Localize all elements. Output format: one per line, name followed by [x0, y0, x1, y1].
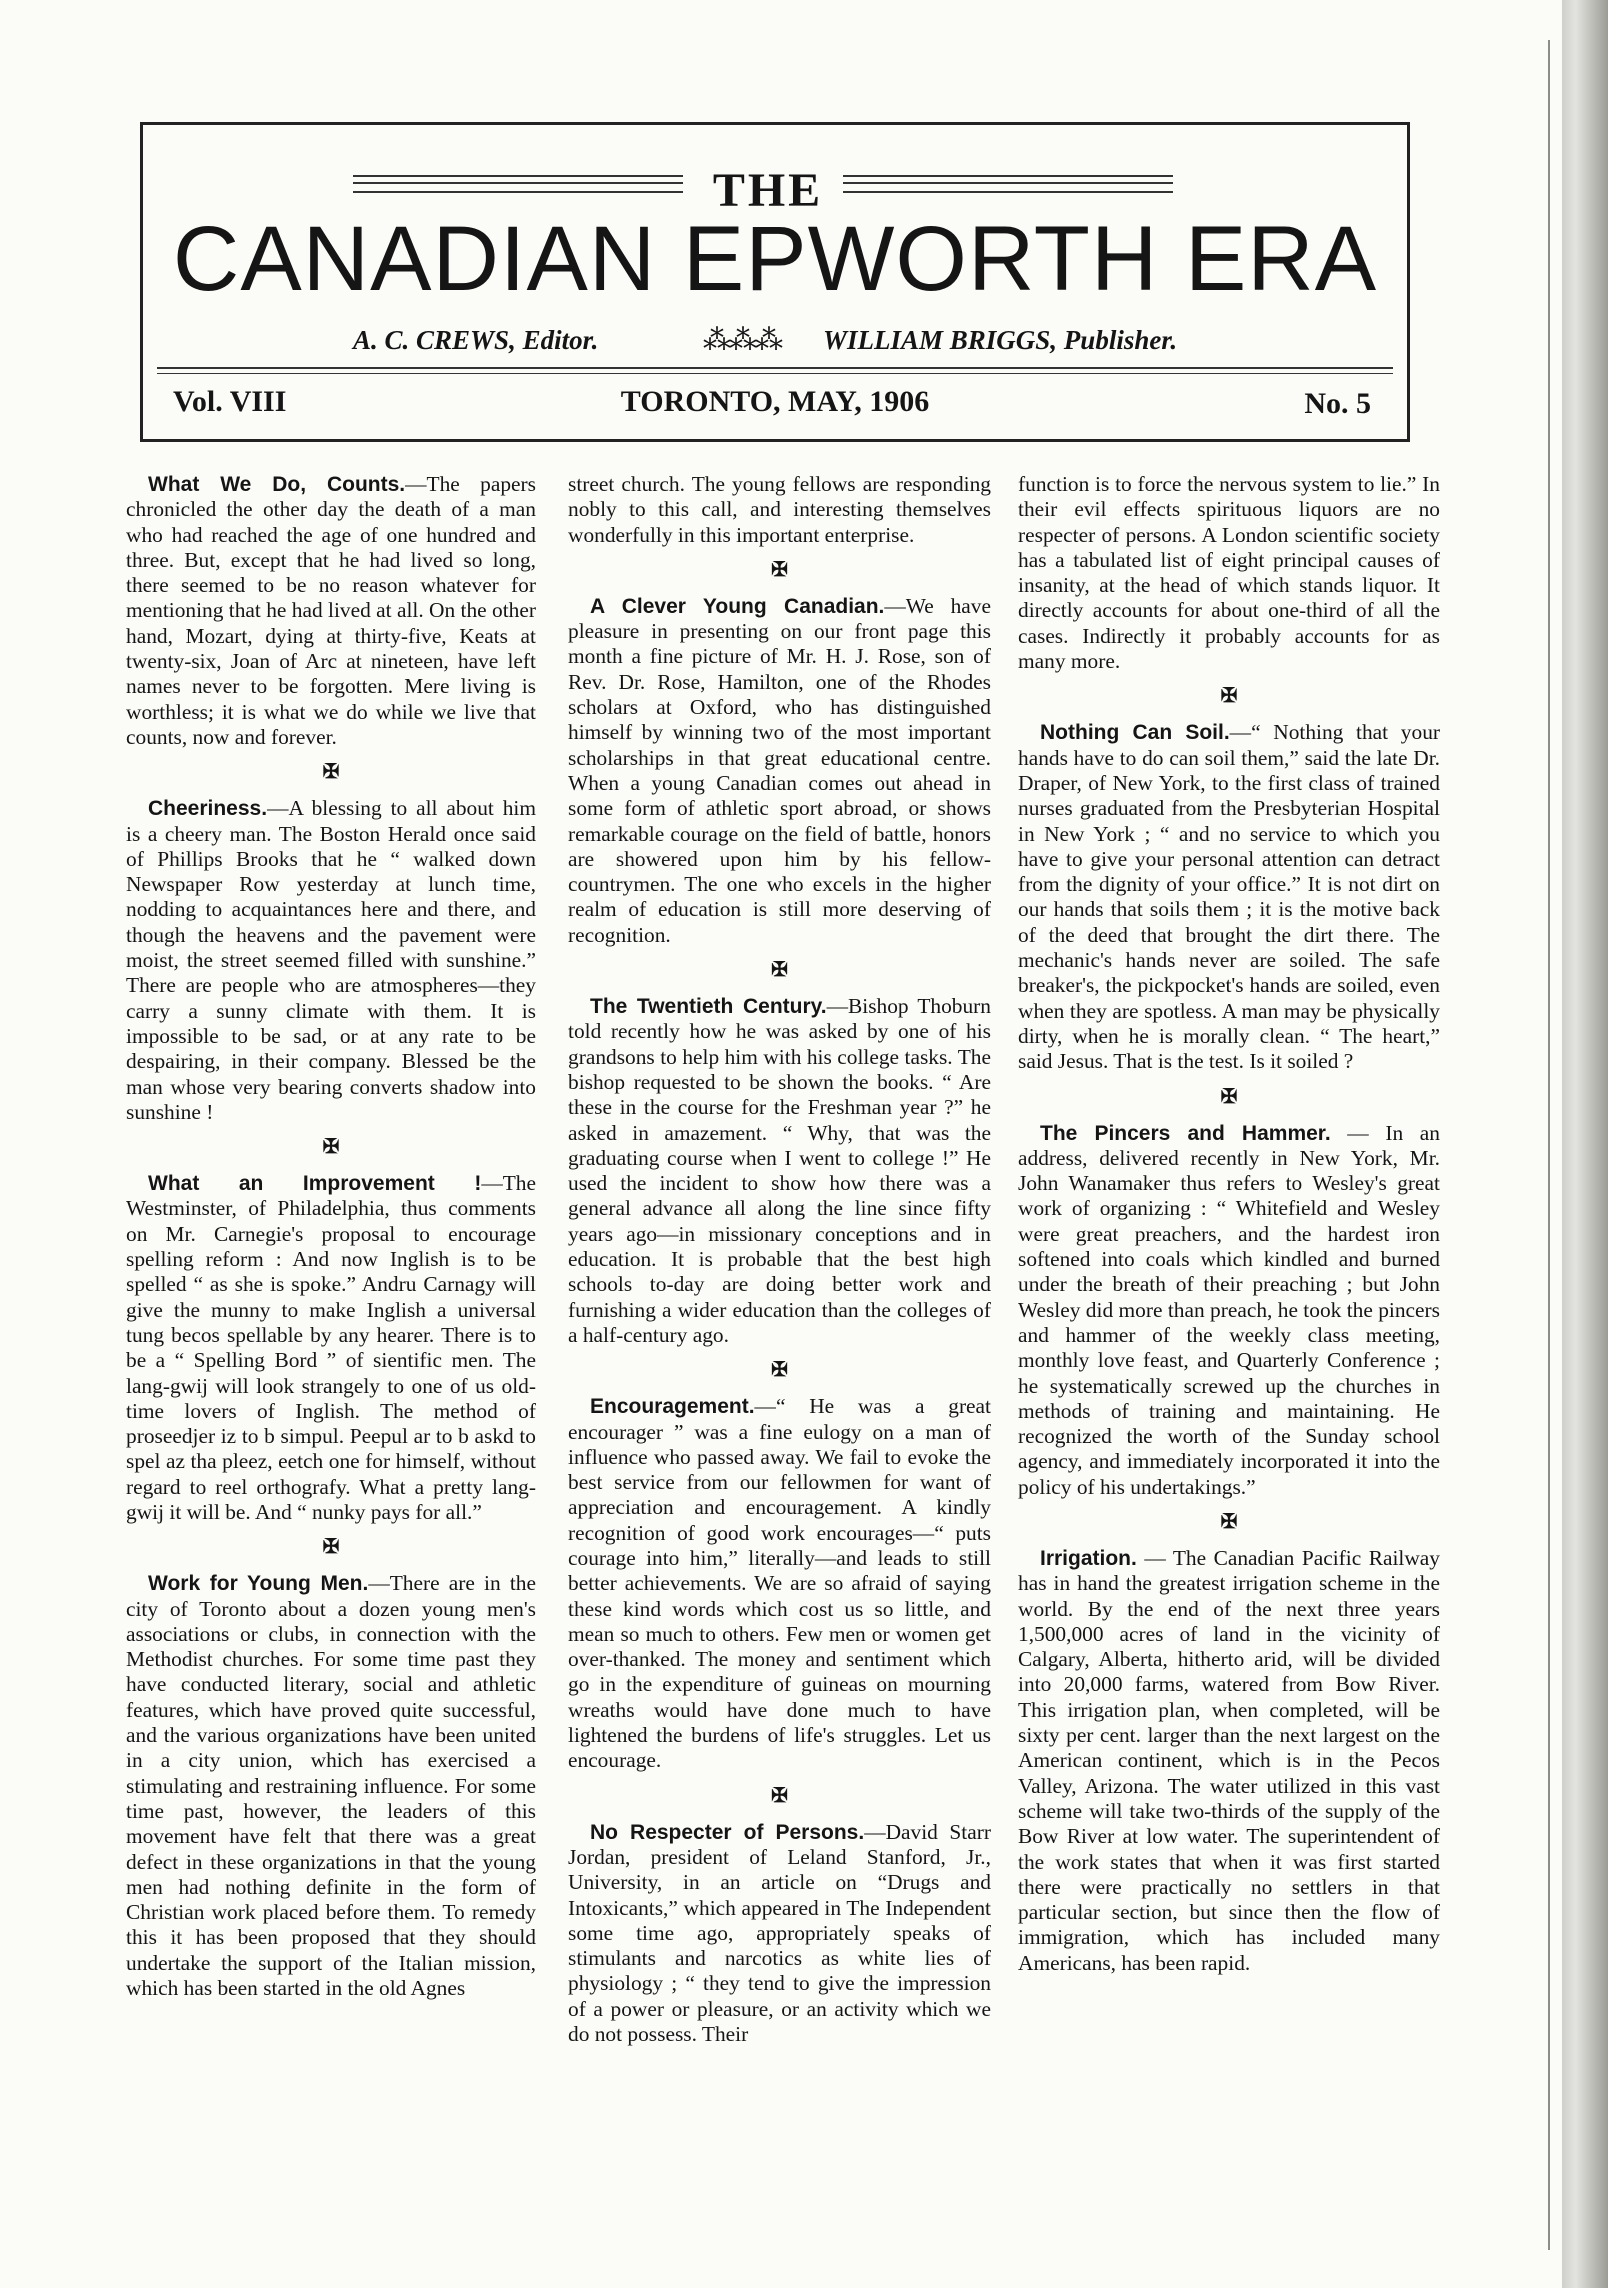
article	[126, 472, 536, 750]
article-heading: What an Improvement !	[148, 1172, 482, 1196]
section-ornament-icon: ✠	[322, 761, 340, 784]
masthead-ornament: ⁂⁂⁂	[703, 325, 781, 356]
section-ornament-icon: ✠	[322, 1136, 340, 1159]
article-heading: Nothing Can Soil.	[1040, 721, 1230, 745]
article-heading: The Twentieth Century.	[590, 995, 827, 1019]
article	[1018, 1546, 1440, 1976]
issue-number: No. 5	[1304, 387, 1371, 420]
dateline: TORONTO, MAY, 1906	[620, 385, 930, 418]
article-text: —The papers chronicled the other day the death of a man who had reached the age of one hundred and three. But, except that he had lived so long, there seemed to be no reason whatever for mentioning that he had lived at all. On the other hand, Mozart, dying at thirty-five, Keats at twenty-six, Joan of Arc at nineteen, have left names never to be forgotten. Mere living is worthless; it is what we do while we live that counts, now and forever.	[126, 472, 536, 749]
article-heading: No Respecter of Persons.	[590, 1820, 865, 1844]
section-ornament-icon: ✠	[1220, 1510, 1238, 1533]
decorative-rule-right	[843, 175, 1173, 193]
article-text: —“ He was a great encourager ” was a fine eulogy on a man of influence who passed away. We fail to evoke the best service from our fellowmen for want of appreciation and encouragement. A kindly recognition of good work encourages—“ puts courage into him,” literally—and leads to still better achievements. We are so afraid of saying these kind words which cost us so little, and mean so much to others. Few men or women get over-thanked. The money and sentiment which go in the expenditure of guineas on mourning wreaths would have done much to have lightened the burdens of life's struggles. Let us encourage.	[568, 1394, 991, 1773]
article-text: —David Starr Jordan, president of Leland Stanford, Jr., University, in an article on “Drugs and Intoxicants,” which appeared in The Independent some time ago, appropriately speaks of stimulants and narcotics as white lies of physiology ; “ they tend to give the impression of a power or pleasure, or an activity which we do not possess. Their	[568, 1819, 991, 2047]
article	[126, 1571, 536, 2001]
page-binding-edge	[1562, 0, 1608, 2288]
article-text: —There are in the city of Toronto about a dozen young men's associations or clubs, in connection with the Methodist churches. For some time past they have conducted literary, social and athletic features, which have proved quite successful, and the various organizations have been united in a city union, which has exercised a stimulating and restraining influence. For some time past, however, the leaders of this movement have felt that there was a great defect in these organizations in that the young men had nothing definite in the form of Christian work placed before them. To remedy this it has been proposed that they should undertake the support of the Italian mission, which has been started in the old Agnes	[126, 1571, 536, 2001]
article-text: — The Canadian Pacific Railway has in hand the greatest irrigation scheme in the world. By the end of the next three years 1,500,000 acres of land in the vicinity of Calgary, Alberta, hitherto arid, will be divided into 20,000 farms, watered from Bow River. This irrigation plan, when completed, will be sixty per cent. larger than the next largest on the American continent, which is in the Pecos Valley, Arizona. The water utilized in this vast scheme will take two-thirds of the supply of the Bow River at low water. The superintendent of the work states that when it was first started there were practically no settlers in that particular section, but since then the flow of immigration, which has included many Americans, has been rapid.	[1018, 1545, 1440, 1975]
article-text: —The Westminster, of Philadelphia, thus comments on Mr. Carnegie's proposal to encourage spelling reform : And now Inglish is to be spelled “ as she is spoke.” Andru Carnagy will give the munny to make Inglish a universal tung becos spellable by any hearer. There is to be a “ Spelling Bord ” of sientific men. The lang-gwij will look strangely to one of us old-time lovers of Inglish. The method of proseedjer iz to b simpul. Peepul ar to b askd to spel az tha pleez, eetch one for himself, without regard to reel orthografy. What a pretty lang-gwij it will be. And “ nunky pays for all.”	[126, 1171, 536, 1524]
masthead-the-row	[143, 163, 1407, 217]
article	[568, 594, 991, 948]
article-heading: A Clever Young Canadian.	[590, 594, 885, 618]
article-heading: Irrigation.	[1040, 1546, 1137, 1570]
article	[568, 1394, 991, 1773]
article-text: —Bishop Thoburn told recently how he was asked by one of his grandsons to help him with his college tasks. The bishop requested to be shown the books. “ Are these in the course for the Freshman year ?” he asked in amazement. “ Why, that was the graduating course when I went to college !” He used the incident to show how there was a general advance all along the line since fifty years ago—in missionary conceptions and in education. It is probable that the best high schools to-day are doing better work and furnishing a wider education than the colleges of a half-century ago.	[568, 994, 991, 1347]
decorative-rule-left	[353, 175, 683, 193]
article-continuation: function is to force the nervous system to lie.” In their evil effects spirituous liquors are no respecter of persons. A London scientific society has a tabulated list of eight principal causes of insanity, at the head of which stands liquor. It directly accounts for about one-third of all the cases. Indirectly it probably accounts for as many more.	[1018, 472, 1440, 674]
article	[126, 1171, 536, 1525]
article-text: — In an address, delivered recently in New York, Mr. John Wanamaker thus refers to Wesley's great work of organizing : “ Whitefield and Wesley were great preachers, and the hardest iron softened into coals which kindled and burned under the breath of their preaching ; but John Wesley did more than preach, he took the pincers and hammer of the weekly class meeting, monthly love feast, and Quarterly Conference ; he systematically screwed up the churches in methods of training and maintaining. He recognized the worth of the Sunday school agency, and immediately incorporated it into the policy of his undertakings.”	[1018, 1120, 1440, 1499]
section-ornament-icon: ✠	[771, 959, 788, 982]
article	[568, 994, 991, 1348]
article	[126, 796, 536, 1125]
section-ornament-icon: ✠	[771, 558, 788, 581]
article-heading: Encouragement.	[590, 1395, 755, 1419]
text-column-3	[1018, 472, 1440, 1976]
article-text: —We have pleasure in presenting on our front page this month a fine picture of Mr. H. J. Rose, son of Rev. Dr. Rose, Hamilton, one of the Rhodes scholars at Oxford, who has distinguished himself by winning two of the most important scholarships in that great educational centre. When a young Canadian comes out ahead in some form of athletic sport abroad, or shows remarkable courage on the field of battle, honors are showered upon him by his fellow-countrymen. The one who excels in the higher realm of education is still more deserving of recognition.	[568, 593, 991, 947]
article	[1018, 1121, 1440, 1500]
masthead-title: CANADIAN EPWORTH ERA	[172, 208, 1378, 310]
section-ornament-icon: ✠	[1220, 1085, 1238, 1108]
section-ornament-icon: ✠	[771, 1784, 788, 1807]
volume-label: Vol. VIII	[173, 385, 287, 418]
article-heading: The Pincers and Hammer.	[1040, 1121, 1331, 1145]
article-text: —A blessing to all about him is a cheery man. The Boston Herald once said of Phillips Brooks that he “ walked down Newspaper Row yesterday at lunch time, nodding to acquaintances here and there, and though the heavens and the pavement were moist, the street seemed filled with sunshine.” There are people who are atmospheres—they carry a sunny climate with them. It is impossible to be sad, or at any rate to be despairing, in their company. Blessed be the man whose very bearing converts shadow into sunshine !	[126, 796, 536, 1124]
article-heading: What We Do, Counts.	[148, 473, 406, 496]
article	[568, 1820, 991, 2048]
masthead-editor: A. C. CREWS, Editor.	[353, 325, 599, 355]
masthead-publisher: WILLIAM BRIGGS, Publisher.	[823, 325, 1178, 355]
article-continuation: street church. The young fellows are responding nobly to this call, and interesting themselves wonderfully in this important enterprise.	[568, 472, 991, 547]
binding-shadow-line	[1548, 40, 1550, 2250]
masthead-divider	[157, 367, 1393, 369]
masthead	[140, 122, 1410, 442]
text-column-1	[126, 472, 536, 2001]
article-heading: Cheeriness.	[148, 797, 268, 821]
masthead-divider-thin	[157, 373, 1393, 374]
masthead-the: THE	[712, 164, 824, 217]
article	[1018, 720, 1440, 1074]
text-column-2	[568, 472, 991, 2047]
section-ornament-icon: ✠	[322, 1536, 340, 1559]
section-ornament-icon: ✠	[1220, 685, 1238, 708]
section-ornament-icon: ✠	[771, 1359, 788, 1382]
article-heading: Work for Young Men.	[148, 1572, 369, 1596]
article-text: —“ Nothing that your hands have to do can soil them,” said the late Dr. Draper, of New York, to the first class of trained nurses graduated from the Presbyterian Hospital in New York ; “ and no service to which you have to give your personal attention can detract from the dignity of your office.” It is not dirt on our hands that soils them ; it is the motive back of the deed that brought the dirt there. The mechanic's hands never are soiled. The safe breaker's, the pickpocket's hands are soiled, even when they are spotless. A man may be physically dirty, when he is morally clean. “ The heart,” said Jesus. That is the test. Is it soiled ?	[1018, 720, 1441, 1074]
